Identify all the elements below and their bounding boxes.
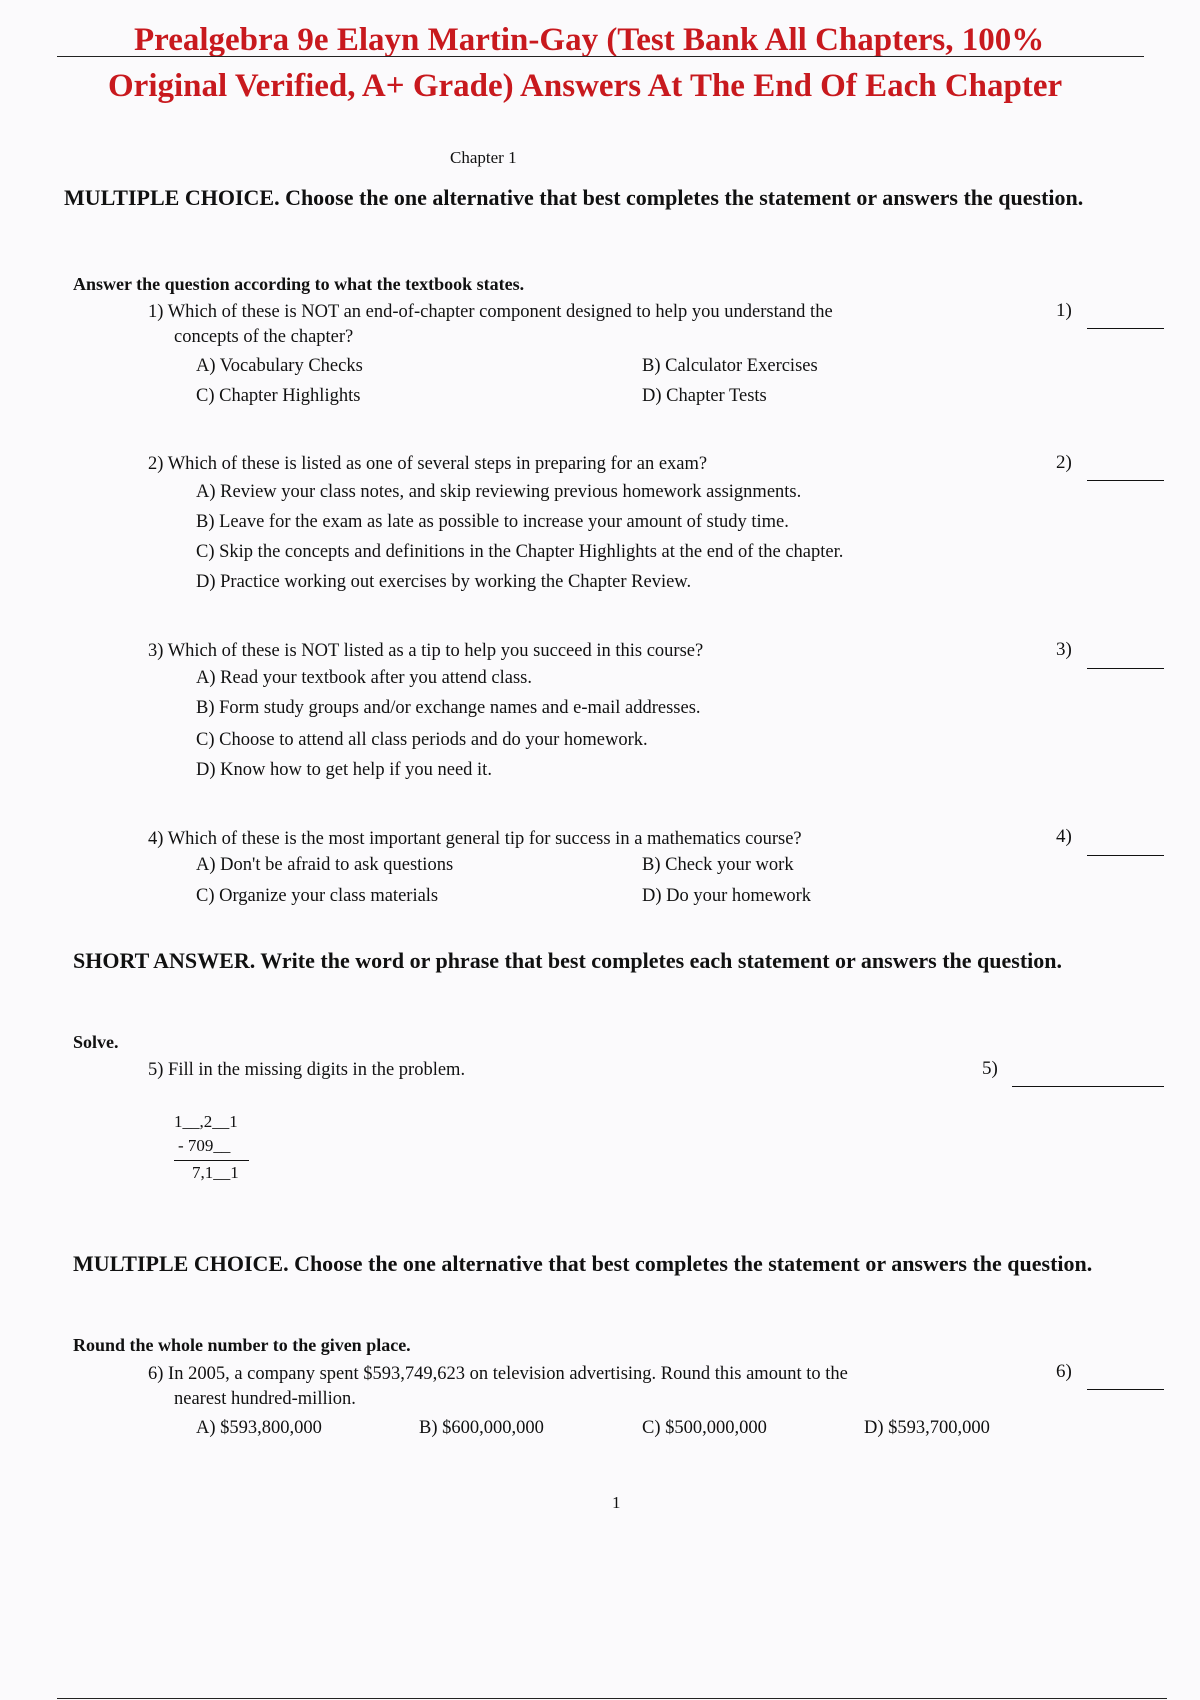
- section-heading-short-answer: SHORT ANSWER. Write the word or phrase that best completes each statement or answers the question.: [73, 948, 1062, 973]
- q1-option-b: B) Calculator Exercises: [642, 356, 818, 376]
- q2-option-c: C) Skip the concepts and definitions in the Chapter Highlights at the end of the chapter.: [196, 542, 844, 562]
- arith-line-1: 1__,2__1: [174, 1112, 238, 1131]
- q1-option-c: C) Chapter Highlights: [196, 386, 361, 406]
- q4-option-a: A) Don't be afraid to ask questions: [196, 855, 454, 875]
- answer-blank-4: [1087, 855, 1164, 856]
- question-2-prompt: 2) Which of these is listed as one of several steps in preparing for an exam?: [148, 454, 708, 474]
- question-4-prompt: 4) Which of these is the most important general tip for success in a mathematics course?: [148, 829, 802, 849]
- question-5-prompt: 5) Fill in the missing digits in the problem.: [148, 1060, 466, 1080]
- answer-label-1: 1): [1056, 300, 1072, 321]
- question-1-prompt: 1) Which of these is NOT an end-of-chapter component designed to help you understand the: [148, 302, 833, 322]
- section-instruction-solve: Solve.: [73, 1032, 119, 1052]
- answer-blank-1: [1087, 328, 1164, 329]
- chapter-label: Chapter 1: [450, 148, 517, 167]
- q1-option-d: D) Chapter Tests: [642, 386, 767, 406]
- section-heading-multiple-choice: MULTIPLE CHOICE. Choose the one alternative that best completes the statement or answers the question.: [64, 185, 1084, 210]
- q2-option-d: D) Practice working out exercises by working the Chapter Review.: [196, 572, 692, 592]
- q3-option-b: B) Form study groups and/or exchange names and e-mail addresses.: [196, 698, 701, 718]
- q3-option-a: A) Read your textbook after you attend class.: [196, 668, 532, 688]
- answer-blank-5: [1012, 1086, 1164, 1087]
- answer-label-6: 6): [1056, 1361, 1072, 1382]
- q4-option-c: C) Organize your class materials: [196, 886, 439, 906]
- question-1-prompt-cont: concepts of the chapter?: [174, 327, 354, 347]
- q6-option-b: B) $600,000,000: [419, 1418, 544, 1438]
- q2-option-b: B) Leave for the exam as late as possible to increase your amount of study time.: [196, 512, 789, 532]
- answer-label-2: 2): [1056, 452, 1072, 473]
- title-line-1: Prealgebra 9e Elayn Martin-Gay (Test Bank All Chapters, 100%: [134, 22, 1045, 58]
- answer-label-3: 3): [1056, 639, 1072, 660]
- title-underline: [57, 56, 1144, 57]
- section-instruction-round: Round the whole number to the given place.: [73, 1335, 411, 1355]
- answer-blank-6: [1087, 1389, 1164, 1390]
- q2-option-a: A) Review your class notes, and skip reviewing previous homework assignments.: [196, 482, 802, 502]
- q3-option-d: D) Know how to get help if you need it.: [196, 760, 492, 780]
- answer-label-5: 5): [982, 1058, 998, 1079]
- question-6-prompt-cont: nearest hundred-million.: [174, 1389, 356, 1409]
- section-heading-multiple-choice-2: MULTIPLE CHOICE. Choose the one alternative that best completes the statement or answers the question.: [73, 1251, 1093, 1276]
- answer-blank-3: [1087, 668, 1164, 669]
- q4-option-b: B) Check your work: [642, 855, 794, 875]
- arith-line-2: - 709__: [178, 1136, 231, 1155]
- q6-option-c: C) $500,000,000: [642, 1418, 767, 1438]
- title-line-2: Original Verified, A+ Grade) Answers At The End Of Each Chapter: [108, 68, 1063, 104]
- answer-label-4: 4): [1056, 826, 1072, 847]
- question-3-prompt: 3) Which of these is NOT listed as a tip to help you succeed in this course?: [148, 641, 704, 661]
- q6-option-d: D) $593,700,000: [864, 1418, 990, 1438]
- q1-option-a: A) Vocabulary Checks: [196, 356, 363, 376]
- q3-option-c: C) Choose to attend all class periods and do your homework.: [196, 730, 648, 750]
- section-instruction: Answer the question according to what the textbook states.: [73, 274, 525, 294]
- answer-blank-2: [1087, 480, 1164, 481]
- arith-line-3: 7,1__1: [192, 1163, 239, 1182]
- page-number: 1: [612, 1493, 621, 1512]
- q6-option-a: A) $593,800,000: [196, 1418, 322, 1438]
- subtraction-problem: [174, 1110, 249, 1185]
- question-6-prompt: 6) In 2005, a company spent $593,749,623 on television advertising. Round this amount to the: [148, 1364, 848, 1384]
- bottom-rule: [57, 1698, 1167, 1699]
- q4-option-d: D) Do your homework: [642, 886, 812, 906]
